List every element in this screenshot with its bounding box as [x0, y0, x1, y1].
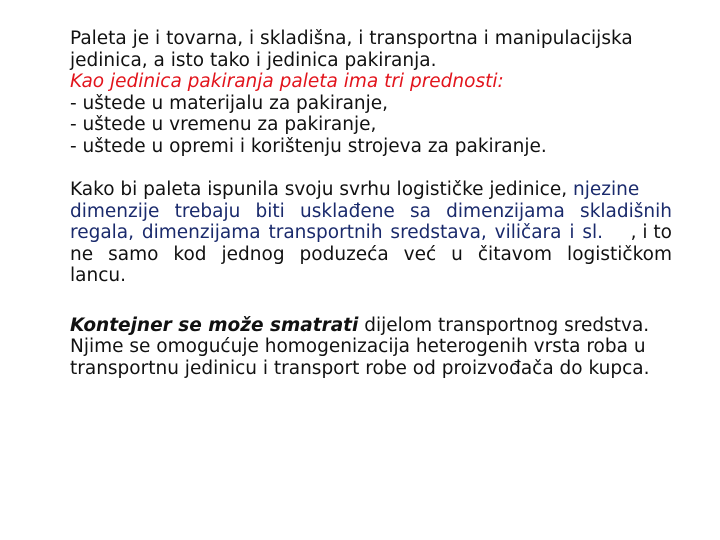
container-line-1 — [70, 315, 680, 337]
dimensions-line-3 — [70, 222, 672, 244]
pallet-paragraph — [70, 28, 680, 157]
dimensions-line-1-highlight: njezine — [573, 179, 640, 200]
dimensions-paragraph — [70, 179, 680, 287]
advantage-item-time: - uštede u vremenu za pakiranje, — [70, 114, 377, 135]
container-line-3: transportnu jedinicu i transport robe od proizvođača do kupca. — [70, 357, 650, 379]
dimensions-line-5: lancu. — [70, 265, 126, 286]
advantage-item-equipment: - uštede u opremi i korištenju strojeva za pakiranje. — [70, 135, 547, 157]
advantages-heading: Kao jedinica pakiranja paleta ima tri prednosti: — [70, 71, 504, 92]
pallet-line-2: jedinica, a isto tako i jedinica pakiranja. — [70, 49, 437, 71]
dimensions-line-3-text: , i to — [630, 222, 672, 243]
dimensions-line-4: ne samo kod jednog poduzeća već u čitavom logističkom — [70, 243, 672, 265]
container-paragraph — [70, 315, 680, 380]
dimensions-line-1-text: Kako bi paleta ispunila svoju svrhu logističke jedinice, — [70, 179, 573, 200]
dimensions-line-3-highlight: regala, dimenzijama transportnih sredstava, viličara i sl. — [70, 222, 604, 243]
pallet-line-1: Paleta je i tovarna, i skladišna, i transportna i manipulacijska — [70, 28, 633, 49]
container-emphasis: Kontejner se može smatrati — [70, 314, 359, 336]
dimensions-line-1 — [70, 179, 680, 201]
dimensions-line-2: dimenzije trebaju biti usklađene sa dimenzijama skladišnih — [70, 200, 672, 222]
container-line-2: Njime se omogućuje homogenizacija heterogenih vrsta roba u — [70, 336, 646, 357]
advantage-item-materials: - uštede u materijalu za pakiranje, — [70, 92, 389, 114]
container-line-1-rest: dijelom transportnog sredstva. — [358, 314, 650, 336]
